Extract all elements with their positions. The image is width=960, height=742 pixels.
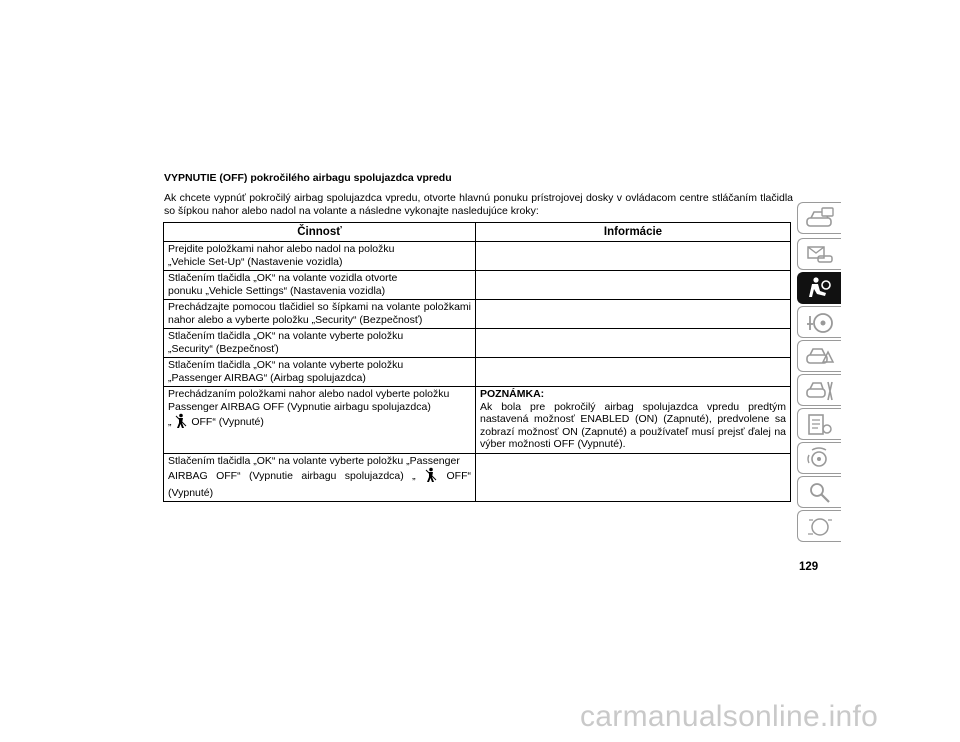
column-header-action: Činnosť — [164, 223, 476, 242]
action-cell — [164, 242, 476, 271]
steps-table — [163, 222, 791, 502]
action-cell — [164, 387, 476, 454]
action-line: OFF“ (Vypnuté) — [191, 416, 264, 428]
note-body: Ak bola pre pokročilý airbag spolujazdca vpredu predtým nastavená možnosť ENABLED (ON) (Zapnuté), predvolene sa zobrazí možnosť ON (Zapnuté) a používateľ musí prejsť ďalej na výber možnosti OFF (Vypnuté). — [480, 400, 786, 450]
mail-car-icon — [804, 242, 836, 268]
table-row — [164, 358, 791, 387]
table-row — [164, 329, 791, 358]
info-cell — [476, 242, 791, 271]
table-header-row — [164, 223, 791, 242]
tab-steering-wheel[interactable] — [797, 306, 841, 338]
steering-wheel-icon — [804, 310, 836, 336]
multimedia-icon — [804, 446, 836, 472]
car-dashboard-icon — [804, 206, 836, 232]
tab-multimedia[interactable] — [797, 442, 841, 474]
action-cell — [164, 271, 476, 300]
specifications-icon — [804, 412, 836, 438]
tab-mail-car[interactable] — [797, 238, 841, 270]
table-row — [164, 242, 791, 271]
tab-index[interactable] — [797, 510, 841, 542]
tab-specifications[interactable] — [797, 408, 841, 440]
action-line: „Security“ (Bezpečnosť) — [168, 342, 279, 355]
chapter-tabs — [797, 202, 841, 540]
index-icon — [804, 514, 836, 540]
note-title: POZNÁMKA: — [480, 388, 545, 400]
tab-search[interactable] — [797, 476, 841, 508]
action-cell — [164, 329, 476, 358]
action-line: AIRBAG OFF“ (Vypnutie airbagu spolujazdca) „ — [168, 470, 416, 482]
table-row — [164, 300, 791, 329]
passenger-airbag-off-icon — [425, 467, 437, 487]
action-line: „Vehicle Set-Up“ (Nastavenie vozidla) — [168, 255, 343, 268]
column-header-info: Informácie — [476, 223, 791, 242]
action-line: Stlačením tlačidla „OK“ na volante vyberte položku — [168, 359, 404, 371]
action-line: ponuku „Vehicle Settings“ (Nastavenia vozidla) — [168, 284, 386, 297]
action-line: Stlačením tlačidla „OK“ na volante vozidla otvorte — [168, 272, 398, 284]
watermark: carmanualsonline.info — [580, 700, 879, 733]
info-cell — [476, 271, 791, 300]
tab-airbag-seat[interactable] — [797, 272, 841, 304]
page-number: 129 — [799, 561, 819, 573]
action-line: Stlačením tlačidla „OK“ na volante vyberte položku — [168, 330, 404, 342]
section-title: VYPNUTIE (OFF) pokročilého airbagu spolujazdca vpredu — [164, 172, 452, 184]
table-row — [164, 453, 791, 502]
search-icon — [804, 480, 836, 506]
action-line: OFF“ (Vypnuté) — [168, 470, 472, 499]
info-cell — [476, 300, 791, 329]
action-line: Prejdite položkami nahor alebo nadol na položku — [168, 243, 395, 255]
section-intro: Ak chcete vypnúť pokročilý airbag spolujazdca vpredu, otvorte hlavnú ponuku prístrojovej dosky v ovládacom centre stláčaním tlačidla so šípkou nahor alebo nadol na volante a následne vykonajte nasledujúce kroky: — [164, 192, 793, 217]
car-warning-icon — [804, 344, 836, 370]
action-line: Passenger AIRBAG OFF (Vypnutie airbagu spolujazdca) — [168, 400, 431, 413]
info-cell — [476, 387, 791, 454]
tab-car-warning[interactable] — [797, 340, 841, 372]
action-cell — [164, 453, 476, 502]
tab-car-tools[interactable] — [797, 374, 841, 406]
action-line: Prechádzaním položkami nahor alebo nadol vyberte položku — [168, 388, 450, 400]
action-line: „Passenger AIRBAG“ (Airbag spolujazdca) — [168, 371, 366, 384]
passenger-airbag-off-icon — [175, 413, 187, 433]
action-line: „ — [168, 416, 172, 428]
action-cell — [164, 358, 476, 387]
info-cell — [476, 453, 791, 502]
action-cell: Prechádzajte pomocou tlačidiel so šípkami na volante položkami nahor alebo a vyberte položku „Security“ (Bezpečnosť) — [164, 300, 476, 329]
info-cell — [476, 329, 791, 358]
tab-car-dashboard[interactable] — [797, 202, 841, 234]
action-line: Stlačením tlačidla „OK“ na volante vyberte položku „Passenger — [168, 454, 460, 467]
car-tools-icon — [804, 378, 836, 404]
airbag-seat-icon — [804, 276, 836, 302]
table-row — [164, 387, 791, 454]
info-cell — [476, 358, 791, 387]
table-row — [164, 271, 791, 300]
